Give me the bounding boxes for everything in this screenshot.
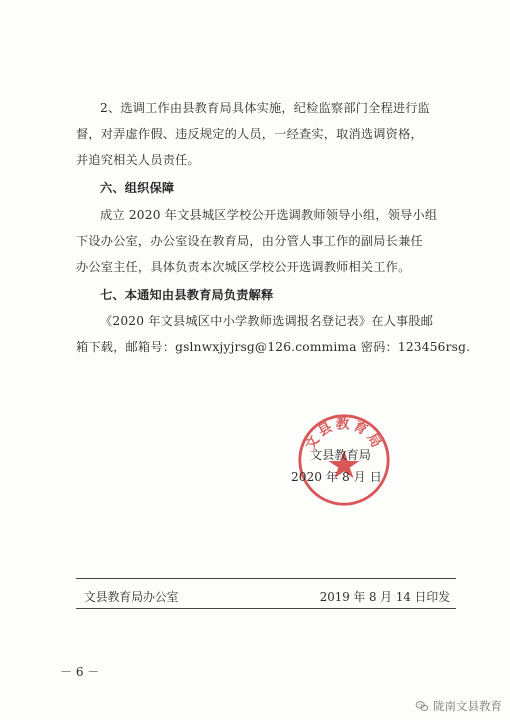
wechat-icon <box>415 699 429 713</box>
watermark <box>415 698 502 714</box>
footer-top-rule <box>76 578 456 579</box>
svg-text:文县教育局: 文县教育局 <box>303 417 385 453</box>
signature-date: 2020 年 8 月 日 <box>291 470 382 484</box>
section6-line1: 成立 2020 年文县城区学校公开选调教师领导小组，领导小组 <box>100 208 438 222</box>
section6-line3: 办公室主任，具体负责本次城区学校公开选调教师相关工作。 <box>76 260 411 274</box>
section6-line2: 下设办公室，办公室设在教育局，由分管人事工作的副局长兼任 <box>76 234 423 248</box>
page-number: － 6 － <box>60 665 100 679</box>
footer-print-date: 2019 年 8 月 14 日印发 <box>319 590 450 604</box>
item2-line3: 并追究相关人员责任。 <box>76 153 200 167</box>
item2-line2: 督，对弄虚作假、违反规定的人员，一经查实，取消选调资格， <box>76 127 423 141</box>
section7-line1: 《2020 年文县城区中小学教师选调报名登记表》在人事股邮 <box>100 314 434 328</box>
watermark-text: 陇南文县教育 <box>433 699 502 713</box>
section7-heading: 七、本通知由县教育局负责解释 <box>100 288 274 302</box>
section6-heading: 六、组织保障 <box>100 181 175 195</box>
item2-line1: 2、选调工作由县教育局具体实施，纪检监察部门全程进行监 <box>100 101 431 115</box>
section7-line2: 箱下载，邮箱号：gslnwxjyjrsg@126.commima 密码：123456rsg. <box>76 340 471 354</box>
footer-issuer: 文县教育局办公室 <box>84 590 179 604</box>
footer-bottom-rule <box>76 608 456 609</box>
signature-org: 文县教育局 <box>310 448 371 462</box>
